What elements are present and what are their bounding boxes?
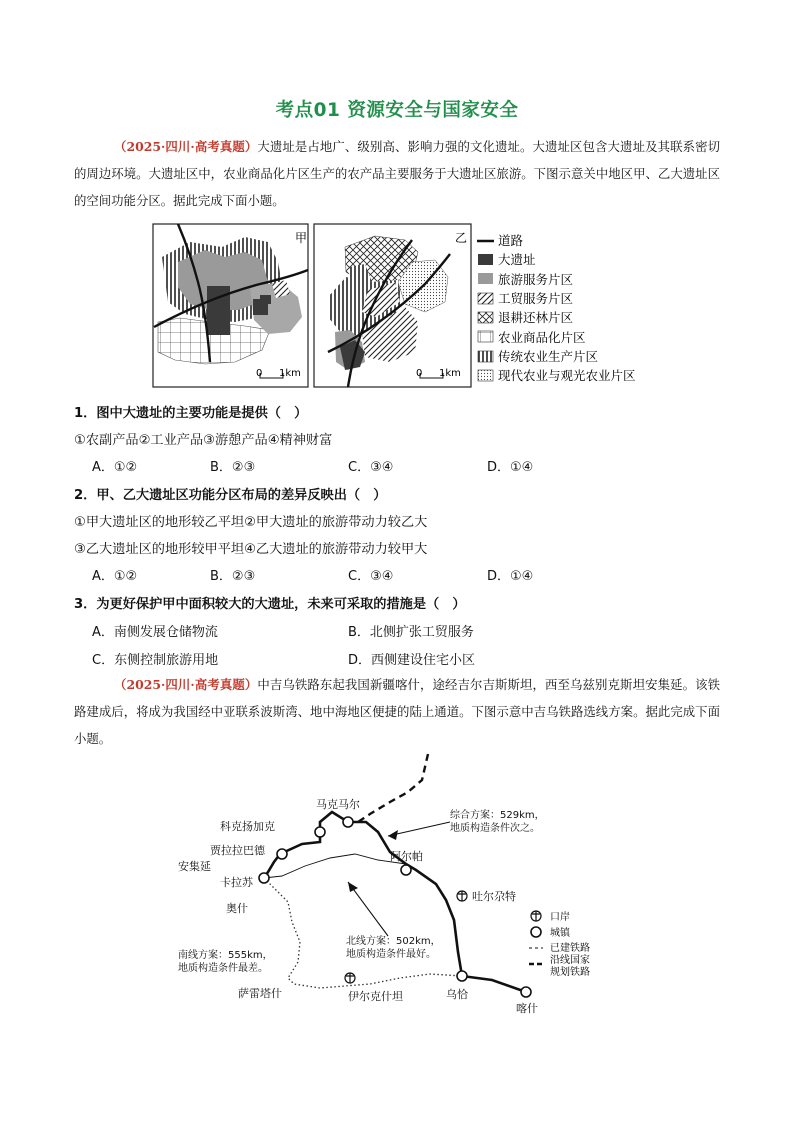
legend-tourism: 旅游服务片区 <box>498 272 574 287</box>
page-title: 考点01 资源安全与国家安全 <box>275 100 519 121</box>
group2-intro <box>74 671 720 752</box>
q1-option-a[interactable]: A．①② <box>92 460 138 475</box>
label-aerpa: 阿尔帕 <box>390 850 423 863</box>
legend-road: 道路 <box>498 233 524 248</box>
question-2-choices-1: ①甲大遗址区的地形较乙平坦②甲大遗址的旅游带动力较乙大 <box>74 515 428 530</box>
q3-option-c[interactable]: C．东侧控制旅游用地 <box>92 653 219 668</box>
label-tuergate: 吐尔尕特 <box>472 890 516 903</box>
town-kashi <box>521 987 531 997</box>
question-1-stem: 1．图中大遗址的主要功能是提供（ ） <box>74 406 308 421</box>
legend-industry: 工贸服务片区 <box>498 291 574 306</box>
figure-legend <box>477 233 636 383</box>
q3-option-d[interactable]: D．西侧建设住宅小区 <box>348 653 476 668</box>
legend-built-railway: 已建铁路 <box>550 943 590 954</box>
source-tag-2: （2025·四川·高考真题） <box>114 677 258 692</box>
question-1-choices: ①农副产品②工业产品③游憩产品④精神财富 <box>74 433 333 448</box>
q2-option-c[interactable]: C．③④ <box>348 569 394 584</box>
note-north-1: 北线方案：502km， <box>346 936 441 947</box>
source-tag: （2025·四川·高考真题） <box>114 139 258 154</box>
note-comprehensive-2: 地质构造条件次之。 <box>450 823 540 834</box>
legend-town-icon <box>531 927 541 937</box>
map-legend <box>529 910 590 978</box>
south-route <box>264 878 462 988</box>
town-aerpa <box>401 865 411 875</box>
legend-port: 口岸 <box>550 912 570 923</box>
legend-commercial-agri: 农业商品化片区 <box>498 330 586 345</box>
figure-site-zoning <box>150 222 650 390</box>
label-aoshi: 奥什 <box>226 902 248 915</box>
note-comprehensive-1: 综合方案：529km， <box>450 810 545 821</box>
label-yierkeshitan: 伊尔克什坦 <box>348 990 403 1003</box>
scale-zero: 0 <box>256 368 263 379</box>
label-kalasu: 卡拉苏 <box>220 876 253 889</box>
panel-yi <box>314 224 471 387</box>
scale-zero-yi: 0 <box>416 368 423 379</box>
question-2-stem: 2．甲、乙大遗址区功能分区布局的差异反映出（ ） <box>74 488 387 503</box>
scale-unit: 1km <box>279 368 301 379</box>
label-jialalabade: 贾拉拉巴德 <box>210 844 265 857</box>
town-kekeyangjiake <box>315 827 325 837</box>
legend-traditional-agri: 传统农业生产片区 <box>498 349 599 364</box>
planned-railway <box>355 754 428 824</box>
railway-route-map <box>170 752 630 1018</box>
label-saleitashi: 萨雷塔什 <box>238 987 282 1000</box>
q3-option-a[interactable]: A．南侧发展仓储物流 <box>92 625 218 640</box>
label-wuqia: 乌恰 <box>446 988 468 1001</box>
label-anjiyan: 安集延 <box>178 860 211 873</box>
legend-countries: 沿线国家 <box>550 955 590 966</box>
panel-jia <box>153 224 308 387</box>
scale-unit-yi: 1km <box>439 368 461 379</box>
legend-forest: 退耕还林片区 <box>498 310 574 325</box>
q1-option-b[interactable]: B．②③ <box>210 460 256 475</box>
panel-label-yi: 乙 <box>455 231 468 245</box>
legend-modern-agri: 现代农业与观光农业片区 <box>498 368 636 383</box>
label-kashi: 喀什 <box>516 1002 538 1015</box>
legend-site: 大遗址 <box>498 252 536 267</box>
note-south-1: 南线方案：555km， <box>178 950 273 961</box>
legend-planned-railway: 规划铁路 <box>550 967 590 978</box>
q2-option-a[interactable]: A．①② <box>92 569 138 584</box>
q2-option-b[interactable]: B．②③ <box>210 569 256 584</box>
label-kekeyangjiake: 科克扬加克 <box>220 820 275 833</box>
town-wuqia <box>457 971 467 981</box>
town-jialalabade <box>277 849 287 859</box>
q1-option-d[interactable]: D．①④ <box>487 460 534 475</box>
panel-label-jia: 甲 <box>295 231 308 245</box>
note-south-2: 地质构造条件最差。 <box>178 963 268 974</box>
town-makemaer <box>343 817 353 827</box>
intro-text-2: 中吉乌铁路东起我国新疆喀什，途经吉尔吉斯斯坦，西至乌兹别克斯坦安集延。该铁路建成后，将成为我国经中亚联系波斯湾、地中海地区便捷的陆上通道。下图示意中吉乌铁路选线方案。据此完成下面小题。 <box>74 677 720 746</box>
label-makemaer: 马克马尔 <box>316 798 360 811</box>
question-2-choices-2: ③乙大遗址区的地形较甲平坦④乙大遗址的旅游带动力较甲大 <box>74 542 428 557</box>
question-3-stem: 3．为更好保护甲中面积较大的大遗址，未来可采取的措施是（ ） <box>74 597 466 612</box>
q1-option-c[interactable]: C．③④ <box>348 460 394 475</box>
q3-option-b[interactable]: B．北侧扩张工贸服务 <box>348 625 474 640</box>
group1-intro <box>74 133 720 214</box>
intro-text: 大遗址是占地广、级别高、影响力强的文化遗址。大遗址区包含大遗址及其联系密切的周边环境。大遗址区中，农业商品化片区生产的农产品主要服务于大遗址区旅游。下图示意关中地区甲、乙大遗址区的空间功能分区。据此完成下面小题。 <box>74 139 720 208</box>
town-kalasu <box>259 873 269 883</box>
q2-option-d[interactable]: D．①④ <box>487 569 534 584</box>
note-north-2: 地质构造条件最好。 <box>346 949 436 960</box>
legend-town: 城镇 <box>550 928 570 939</box>
